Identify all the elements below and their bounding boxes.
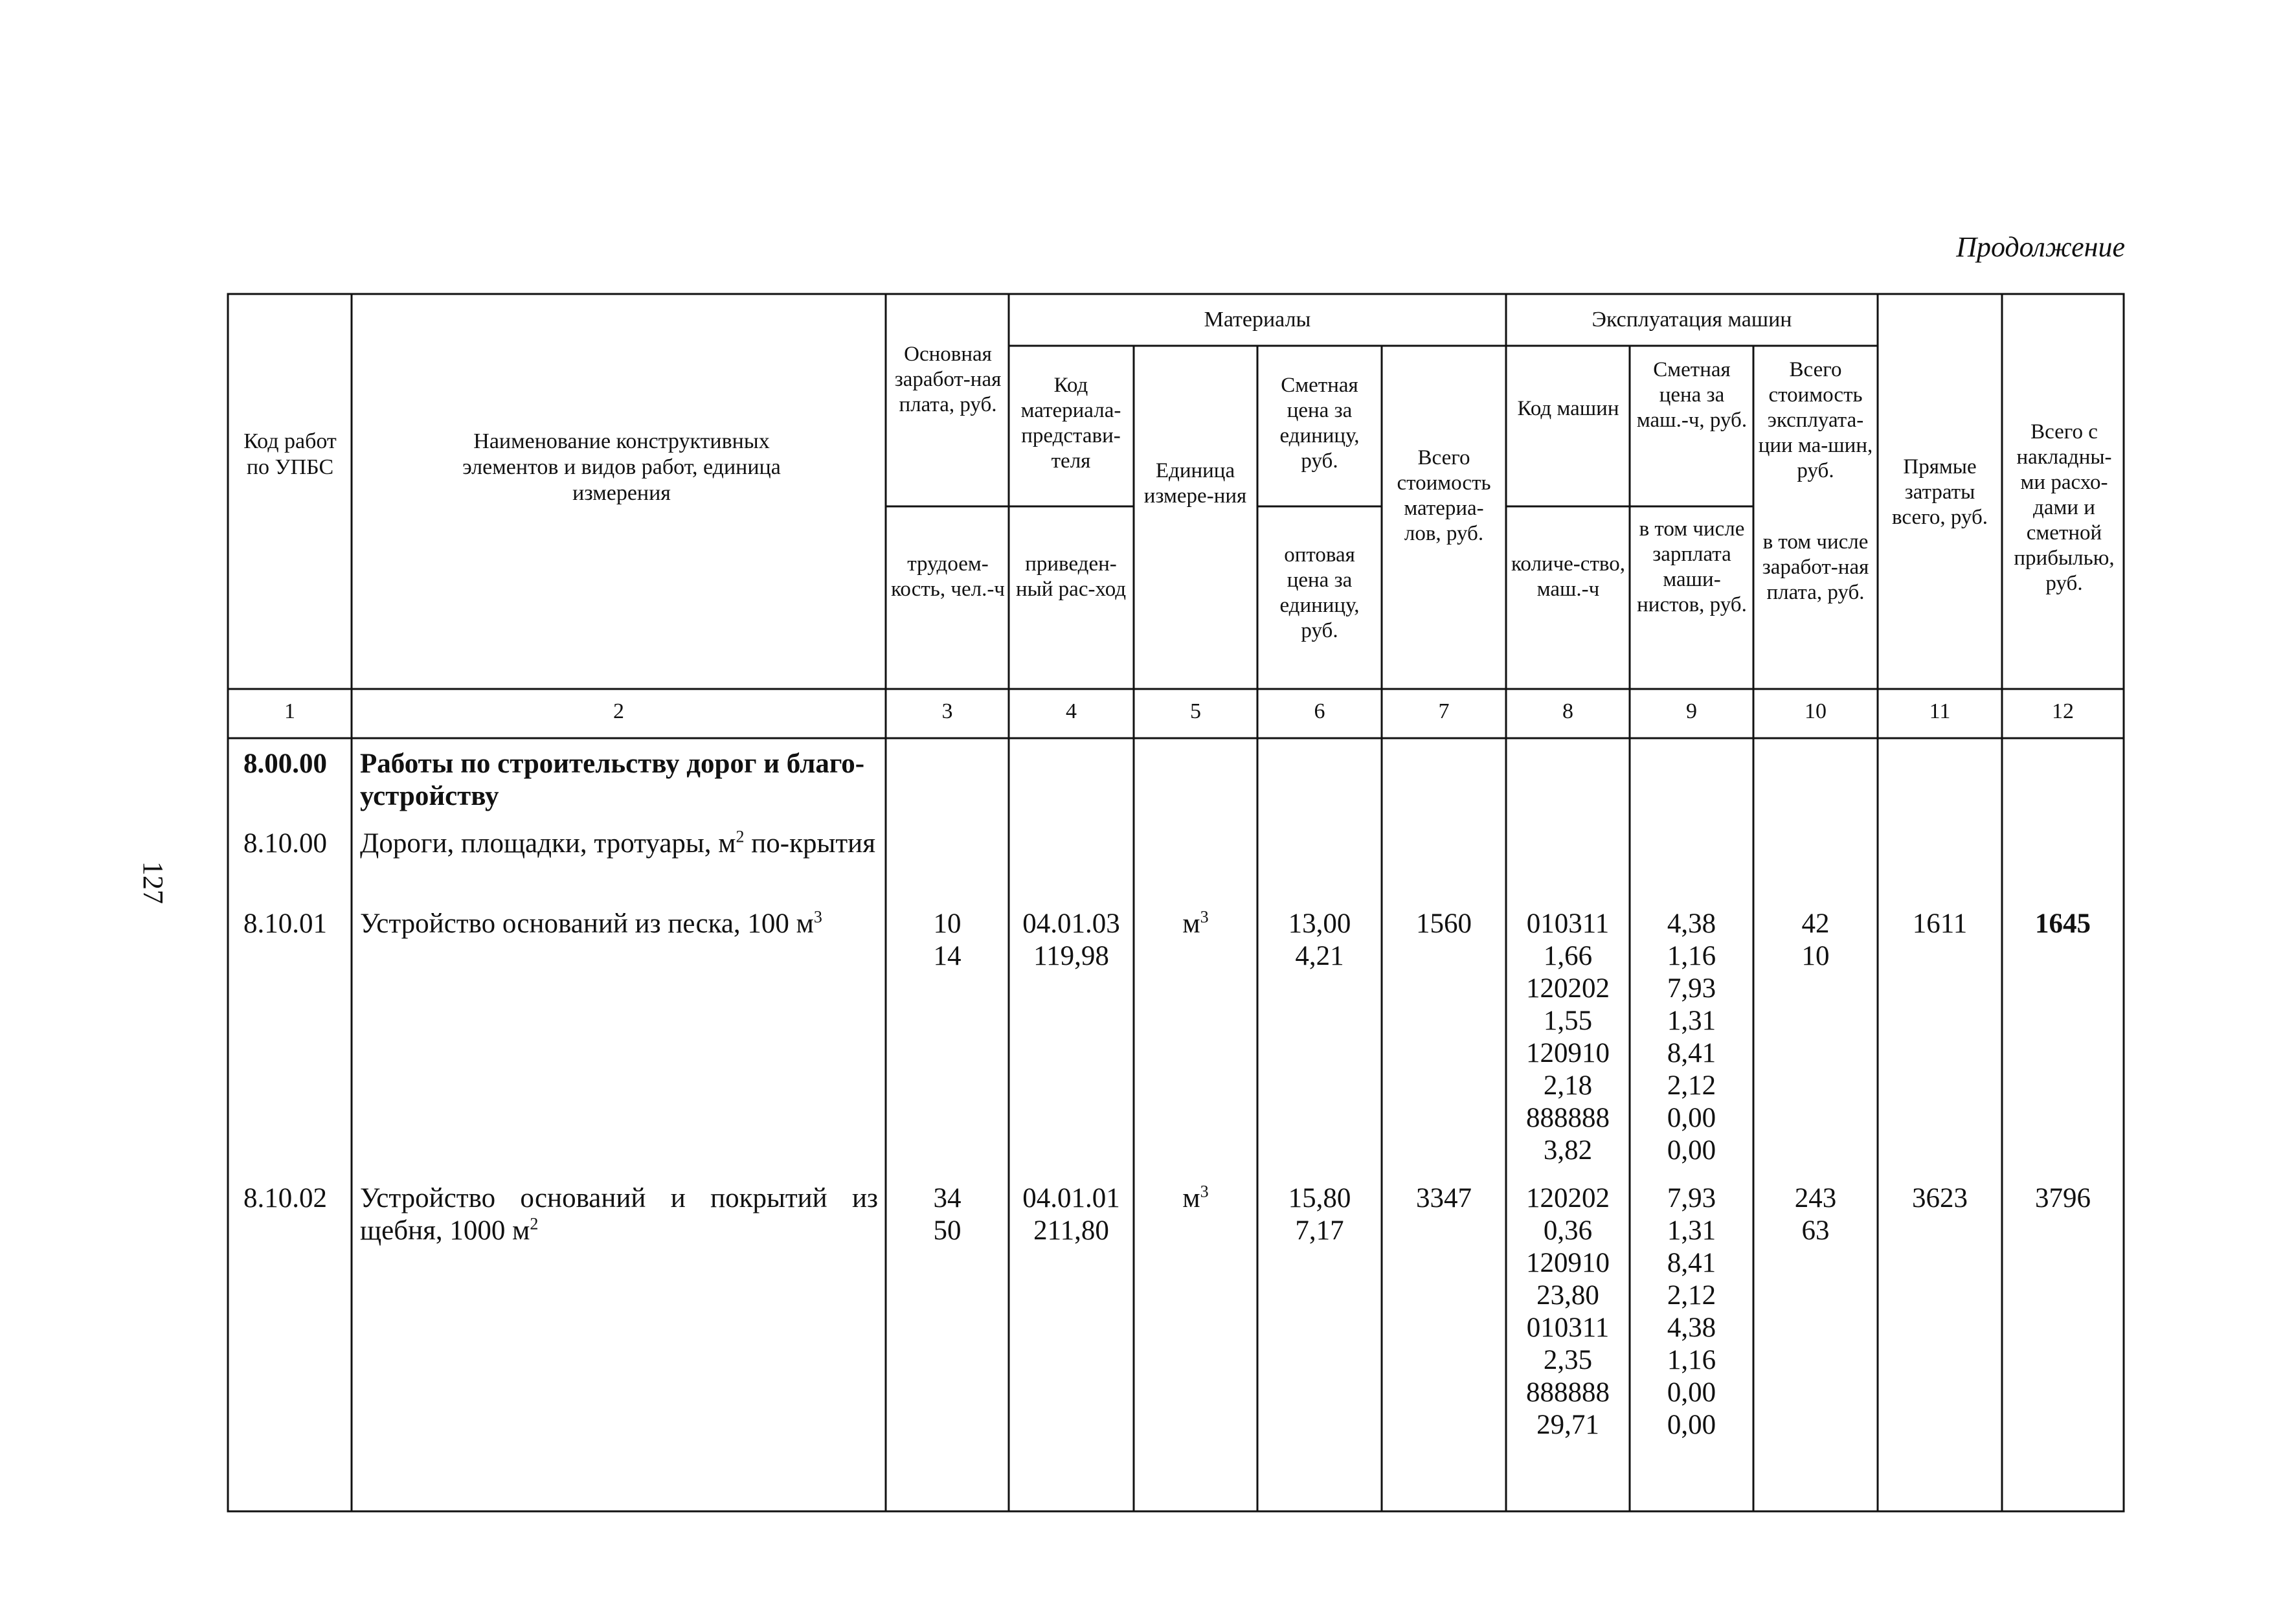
header-material-qty: приведен-ный рас-ход [1015, 552, 1127, 601]
row-machines: 120202 0,36 120910 23,80 010311 2,35 888888 29,71 [1526, 1183, 1610, 1440]
row-material: 04.01.01 211,80 [1022, 1183, 1120, 1246]
header-wholesale-price: оптовая цена за единицу, руб. [1279, 543, 1360, 642]
header-machines-total: Всего стоимость эксплуата-ции ма-шин, руб. [1758, 358, 1873, 482]
header-material-code: Код материала-представи-теля [1020, 374, 1121, 473]
row-materials-total: 3347 [1416, 1183, 1472, 1213]
row-machine-prices: 7,93 1,31 8,41 2,12 4,38 1,16 0,00 0,00 [1667, 1183, 1716, 1440]
header-materials-group: Материалы [1204, 308, 1311, 332]
row-grand-total: 1645 [2035, 908, 2091, 939]
row-direct-total: 1611 [1912, 908, 1968, 939]
row-wage-labor: 10 14 [933, 908, 962, 971]
header-machine-hours: количе-ство, маш.-ч [1511, 552, 1625, 601]
row-name: Устройство оснований из песка, 100 $м^3$ [360, 907, 822, 939]
header-direct-costs: Прямые затраты всего, руб. [1892, 455, 1988, 529]
row-code: 8.10.01 [243, 908, 327, 939]
column-number: 8 [1562, 699, 1573, 723]
column-number: 2 [613, 699, 624, 723]
header-materials-total: Всего стоимость материа-лов, руб. [1397, 446, 1491, 545]
row-machine-prices: 4,38 1,16 7,93 1,31 8,41 2,12 0,00 0,00 [1667, 908, 1716, 1166]
continuation-label: Продолжение [1956, 231, 2125, 263]
row-direct-total: 3623 [1912, 1183, 1968, 1213]
row-material: 04.01.03 119,98 [1022, 908, 1120, 971]
estimate-table [227, 293, 2125, 1513]
row-name: Устройство оснований и покрытий из щебня, 1000 $м^2$ [360, 1183, 878, 1246]
row-machines: 010311 1,66 120202 1,55 120910 2,18 888888 3,82 [1526, 908, 1610, 1166]
row-machines-total: 243 63 [1794, 1183, 1837, 1246]
page-number: 127 [137, 861, 169, 904]
section-code: 8.00.00 [243, 749, 327, 779]
column-number: 1 [284, 699, 295, 723]
header-operator-wage: в том числе зарплата маши-нистов, руб. [1637, 517, 1747, 616]
column-number: 6 [1314, 699, 1325, 723]
header-wage: Основная заработ-ная плата, руб. [894, 343, 1002, 416]
column-number: 10 [1805, 699, 1827, 723]
header-unit-price: Сметная цена за единицу, руб. [1279, 374, 1360, 473]
row-code: 8.10.02 [243, 1183, 327, 1213]
row-materials-total: 1560 [1416, 908, 1472, 939]
row-prices: 13,00 4,21 [1288, 908, 1351, 971]
header-machine-price: Сметная цена за маш.-ч, руб. [1636, 358, 1748, 432]
row-prices: 15,80 7,17 [1288, 1183, 1351, 1246]
section-title: Работы по строительству дорог и благо-устройству [360, 749, 865, 811]
column-number: 12 [2052, 699, 2074, 723]
header-machines-wage: в том числе заработ-ная плата, руб. [1762, 530, 1869, 604]
column-number: 11 [1929, 699, 1951, 723]
header-grand-total: Всего с накладны-ми расхо-дами и сметной прибылью, руб. [2014, 420, 2115, 595]
row-machines-total: 42 10 [1801, 908, 1830, 971]
column-number: 7 [1438, 699, 1450, 723]
header-labor: трудоем-кость, чел.-ч [891, 552, 1005, 601]
row-wage-labor: 34 50 [933, 1183, 962, 1246]
column-number: 5 [1190, 699, 1201, 723]
column-number: 9 [1686, 699, 1697, 723]
header-machine-code: Код машин [1517, 397, 1619, 420]
subsection-title: Дороги, площадки, тротуары, $м^2$ по-крытия [360, 827, 875, 859]
header-unit: Единица измере-ния [1143, 459, 1247, 508]
row-unit: $м^3$ [1182, 1182, 1209, 1213]
row-grand-total: 3796 [2035, 1183, 2091, 1213]
header-code: Код работ по УПБС [243, 429, 337, 479]
row-unit: $м^3$ [1182, 907, 1209, 939]
column-number: 3 [941, 699, 953, 723]
column-number: 4 [1066, 699, 1077, 723]
subsection-code: 8.10.00 [243, 828, 327, 859]
header-name: Наименование конструктивных элементов и видов работ, единица измерения [462, 429, 781, 505]
header-machines-group: Эксплуатация машин [1591, 308, 1792, 332]
